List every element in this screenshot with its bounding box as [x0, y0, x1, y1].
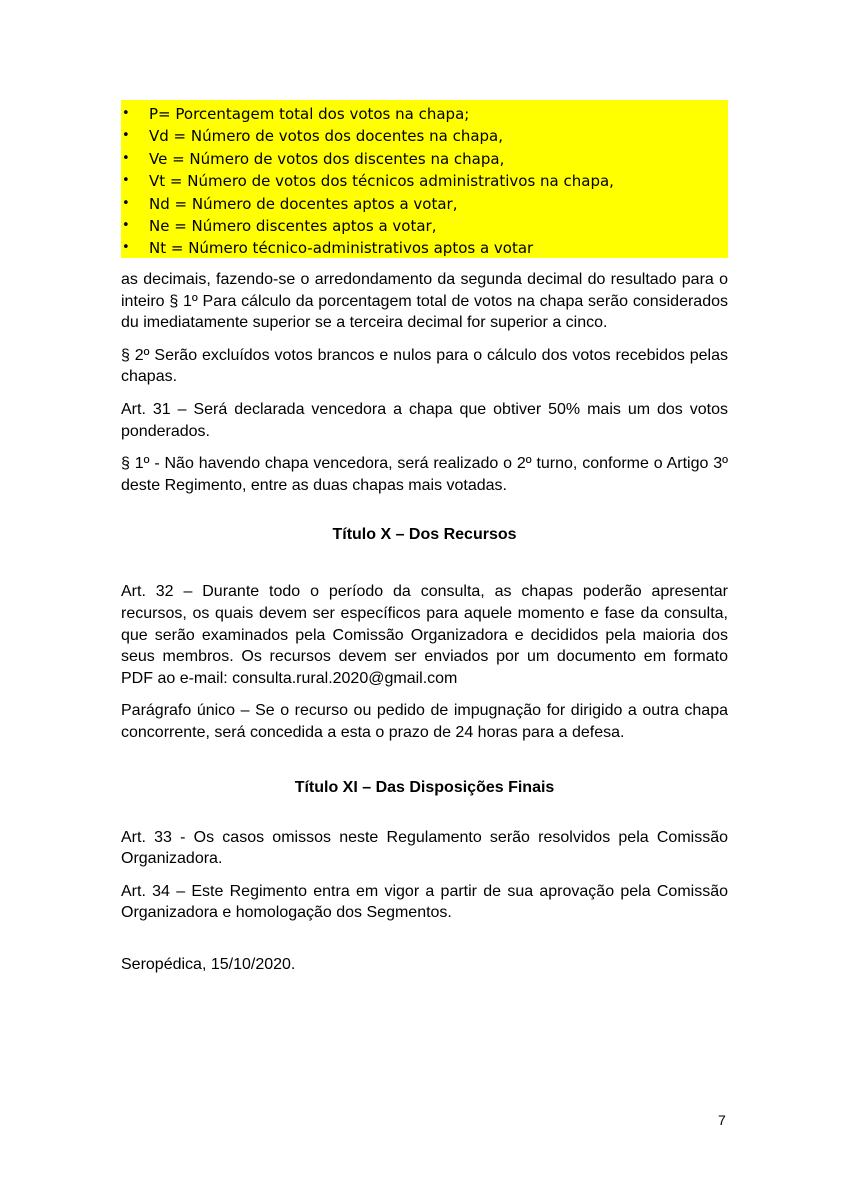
bullet-icon: • [122, 128, 130, 144]
bullet-icon: • [122, 106, 130, 121]
bullet-icon: • [122, 173, 130, 189]
bullet-icon: • [122, 150, 130, 166]
paragraph-art-33: Art. 33 - Os casos omissos neste Regulamento serão resolvidos pela Comissão Organizadora. [121, 828, 728, 868]
bullet-icon: • [122, 217, 130, 233]
legend-item: • P= Porcentagem total dos votos na chapa; [121, 103, 728, 125]
legend-item: • Vd = Número de votos dos docentes na chapa, [121, 125, 728, 147]
paragraph-rounding: as decimais, fazendo-se o arredondamento da segunda decimal do resultado para o inteiro § 1º Para cálculo da porcentagem total de votos na chapa serão considerados du imediatamente superior se a terceira decimal for superior a cinco. [121, 271, 728, 332]
bullet-icon: • [122, 240, 130, 256]
date-line: Seropédica, 15/10/2020. [121, 955, 296, 973]
legend-item: • Ve = Número de votos dos discentes na chapa, [121, 148, 728, 170]
page-number: 7 [718, 1112, 726, 1128]
section-heading-recursos: Título X – Dos Recursos [332, 526, 517, 544]
bullet-icon: • [122, 195, 130, 211]
paragraph-excluded-votes: § 2º Serão excluídos votos brancos e nulos para o cálculo dos votos recebidos pelas chapas. [121, 346, 728, 386]
section-heading-disposicoes: Título XI – Das Disposições Finais [294, 778, 555, 796]
variable-legend-list [121, 100, 728, 258]
legend-item: • Nt = Número técnico-administrativos aptos a votar [121, 237, 728, 259]
paragraph-art-31: Art. 31 – Será declarada vencedora a chapa que obtiver 50% mais um dos votos ponderados. [121, 400, 728, 440]
paragraph-art-34: Art. 34 – Este Regimento entra em vigor a partir de sua aprovação pela Comissão Organizadora e homologação dos Segmentos. [121, 882, 728, 922]
page-content [121, 100, 728, 986]
paragraph-unique: Parágrafo único – Se o recurso ou pedido de impugnação for dirigido a outra chapa concorrente, será concedida a esta o prazo de 24 horas para a defesa. [121, 702, 728, 741]
legend-item: • Vt = Número de votos dos técnicos administrativos na chapa, [121, 170, 728, 192]
paragraph-art-32: Art. 32 – Durante todo o período da consulta, as chapas poderão apresentar recursos, os quais devem ser específicos para aquele momento e fase da consulta, que serão examinados pela Comissão Organizadora e decididos pela maioria dos seus membros. Os recursos devem ser enviados por um documento em formato PDF ao e-mail: consulta.rural.2020@gmail.com [121, 583, 728, 687]
legend-item: • Ne = Número discentes aptos a votar, [121, 215, 728, 237]
paragraph-second-round: § 1º - Não havendo chapa vencedora, será realizado o 2º turno, conforme o Artigo 3º deste Regimento, entre as duas chapas mais votadas. [121, 455, 728, 494]
legend-item: • Nd = Número de docentes aptos a votar, [121, 193, 728, 215]
